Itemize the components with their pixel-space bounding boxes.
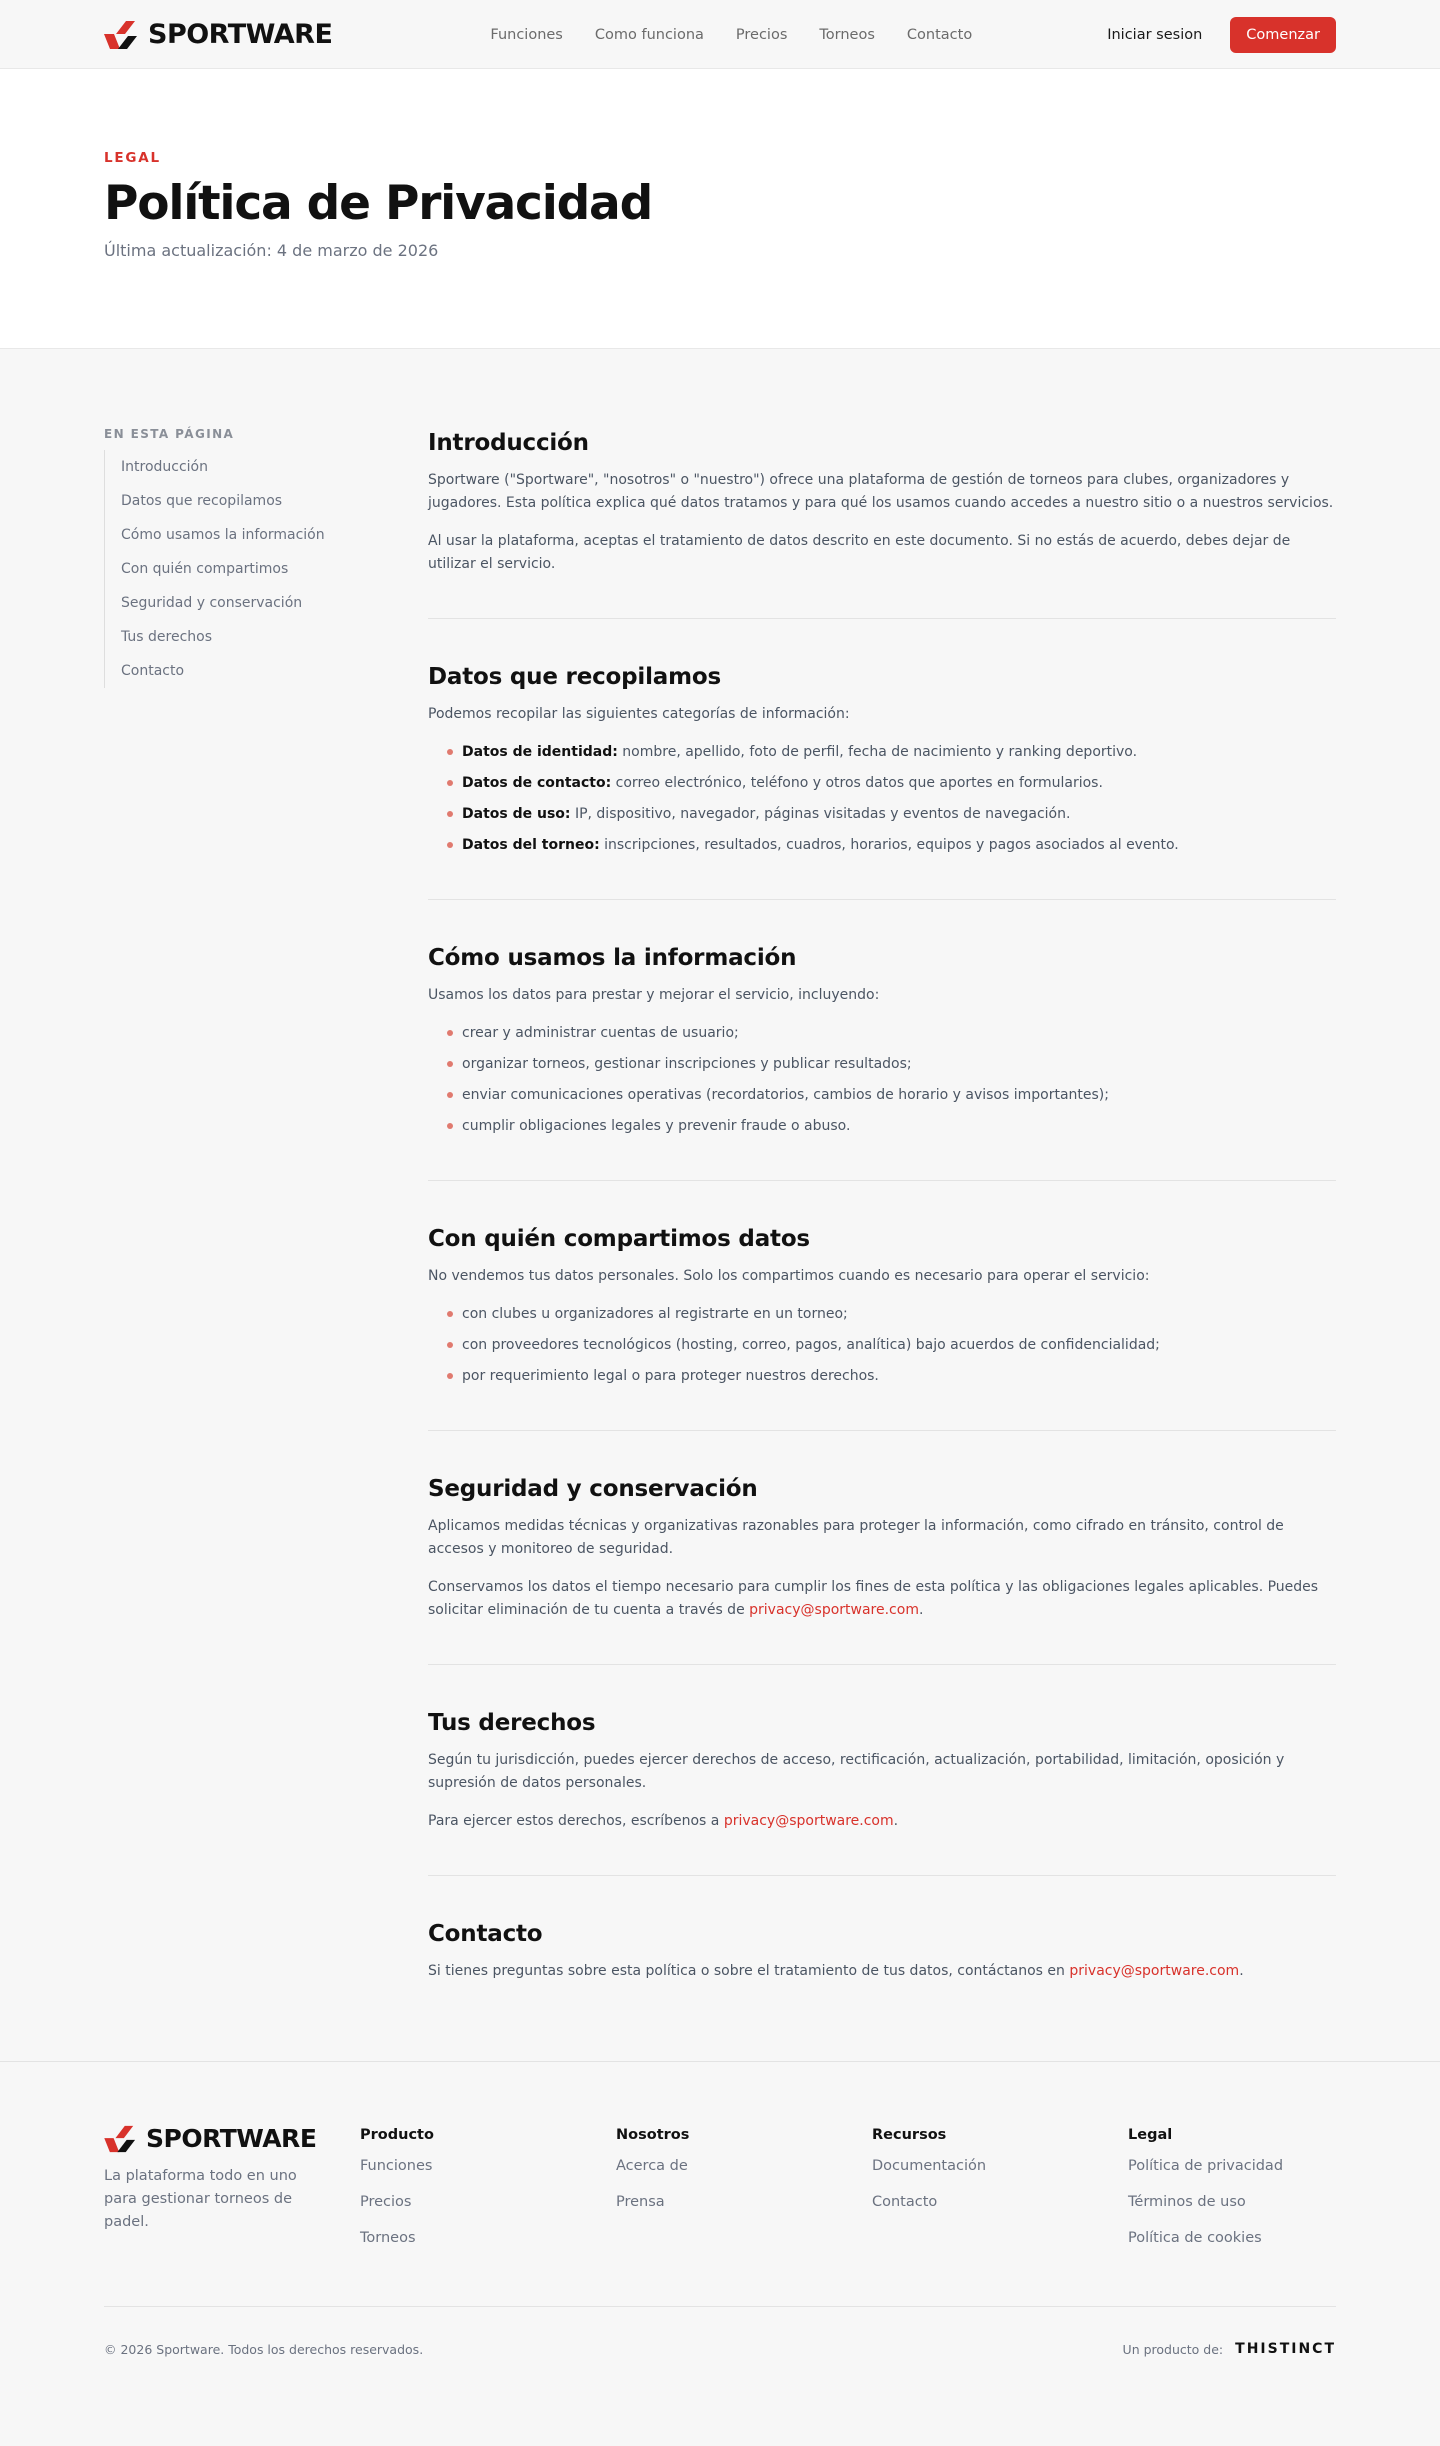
list-item-label: Datos de identidad:	[462, 744, 618, 760]
section-compartir	[428, 1223, 1336, 1431]
main-nav	[490, 27, 972, 43]
footer-column-nosotros	[616, 2124, 872, 2306]
nav-como-funciona[interactable]: Como funciona	[594, 26, 704, 43]
footer-link-privacidad[interactable]: Política de privacidad	[1128, 2158, 1284, 2174]
login-link[interactable]: Iniciar sesion	[1107, 26, 1203, 43]
logo-text: SPORTWARE	[146, 2124, 317, 2153]
get-started-button[interactable]: Comenzar	[1230, 17, 1336, 53]
toc-item-datos[interactable]: Datos que recopilamos	[121, 493, 283, 509]
paragraph-end: .	[1239, 1963, 1244, 1979]
table-of-contents	[104, 427, 428, 1983]
paragraph	[428, 1810, 1336, 1833]
copyright: © 2026 Sportware. Todos los derechos reservados.	[104, 2341, 424, 2357]
list-item	[447, 772, 1336, 795]
section-datos	[428, 661, 1336, 900]
footer-tagline: La plataforma todo en uno para gestionar torneos de padel.	[104, 2168, 297, 2230]
usage-list	[428, 1022, 1336, 1138]
site-header	[0, 0, 1440, 69]
list-item: organizar torneos, gestionar inscripciones y publicar resultados;	[447, 1053, 1336, 1076]
footer-top	[104, 2062, 1336, 2307]
footer-link-prensa[interactable]: Prensa	[616, 2194, 665, 2210]
toc-item-uso[interactable]: Cómo usamos la información	[121, 527, 325, 543]
sharing-list	[428, 1303, 1336, 1388]
footer-column-producto	[360, 2124, 616, 2306]
nav-precios[interactable]: Precios	[735, 26, 788, 43]
product-by-label: Un producto de:	[1122, 2341, 1224, 2357]
list-item: enviar comunicaciones operativas (recordatorios, cambios de horario y avisos importantes);	[447, 1084, 1336, 1107]
toc-item-contacto[interactable]: Contacto	[121, 663, 185, 679]
list-item: crear y administrar cuentas de usuario;	[447, 1022, 1336, 1045]
section-title: Introducción	[428, 430, 589, 456]
data-list	[428, 741, 1336, 857]
footer-column-title: Recursos	[872, 2127, 947, 2143]
footer-column-legal	[1128, 2124, 1336, 2306]
paragraph	[428, 1576, 1336, 1622]
list-item-label: Datos del torneo:	[462, 837, 600, 853]
sportware-logo-icon	[104, 2125, 140, 2153]
toc-item-derechos[interactable]: Tus derechos	[121, 629, 213, 645]
policy-body	[428, 427, 1336, 1983]
footer-link-cookies[interactable]: Política de cookies	[1128, 2230, 1262, 2246]
privacy-email-link[interactable]: privacy@sportware.com	[749, 1602, 919, 1618]
page-hero	[0, 69, 1440, 349]
footer-logo-link[interactable]	[104, 2124, 360, 2153]
section-title: Contacto	[428, 1921, 543, 1947]
toc-list	[104, 450, 428, 688]
footer-link-precios[interactable]: Precios	[360, 2194, 412, 2210]
section-title: Cómo usamos la información	[428, 945, 797, 971]
nav-contacto[interactable]: Contacto	[906, 26, 973, 43]
footer-column-title: Nosotros	[616, 2127, 690, 2143]
paragraph: Según tu jurisdicción, puedes ejercer derechos de acceso, rectificación, actualización, portabilidad, limitación, oposición y supresión de datos personales.	[428, 1752, 1285, 1791]
toc-item-seguridad[interactable]: Seguridad y conservación	[121, 595, 303, 611]
footer-link-funciones[interactable]: Funciones	[360, 2158, 433, 2174]
paragraph: Aplicamos medidas técnicas y organizativas razonables para proteger la información, como cifrado en tránsito, control de accesos y monitoreo de seguridad.	[428, 1518, 1284, 1557]
paragraph: No vendemos tus datos personales. Solo los compartimos cuando es necesario para operar el servicio:	[428, 1268, 1150, 1284]
paragraph: Podemos recopilar las siguientes categorías de información:	[428, 706, 850, 722]
footer-bottom	[104, 2307, 1336, 2391]
section-title: Datos que recopilamos	[428, 664, 721, 690]
footer-link-contacto[interactable]: Contacto	[872, 2194, 938, 2210]
section-title: Con quién compartimos datos	[428, 1226, 810, 1252]
thistinct-logo[interactable]: THISTINCT	[1235, 2341, 1336, 2357]
list-item-label: Datos de contacto:	[462, 775, 612, 791]
footer-link-acerca-de[interactable]: Acerca de	[616, 2158, 688, 2174]
paragraph-end: .	[918, 1602, 924, 1618]
section-title: Tus derechos	[428, 1710, 596, 1736]
section-derechos	[428, 1707, 1336, 1876]
privacy-email-link[interactable]: privacy@sportware.com	[723, 1813, 894, 1829]
product-by	[1123, 2341, 1336, 2357]
list-item	[447, 803, 1336, 826]
section-contacto	[428, 1918, 1336, 1983]
paragraph-text: Si tienes preguntas sobre esta política o sobre el tratamiento de tus datos, contáctanos en	[428, 1963, 1070, 1979]
list-item-text: correo electrónico, teléfono y otros datos que aportes en formularios.	[611, 775, 1103, 791]
section-uso	[428, 942, 1336, 1181]
footer-column-recursos	[872, 2124, 1128, 2306]
page-title: Política de Privacidad	[104, 176, 653, 231]
toc-title: EN ESTA PÁGINA	[104, 427, 235, 441]
footer-link-documentacion[interactable]: Documentación	[872, 2158, 987, 2174]
list-item	[447, 834, 1336, 857]
list-item: cumplir obligaciones legales y prevenir fraude o abuso.	[447, 1115, 1336, 1138]
paragraph-end: .	[893, 1813, 899, 1829]
footer-column-title: Producto	[360, 2127, 434, 2143]
footer-column-title: Legal	[1128, 2127, 1173, 2143]
section-introduccion	[428, 427, 1336, 619]
toc-item-compartir[interactable]: Con quién compartimos	[121, 561, 289, 577]
nav-funciones[interactable]: Funciones	[490, 26, 563, 43]
footer-link-torneos[interactable]: Torneos	[360, 2230, 416, 2246]
list-item: con clubes u organizadores al registrarte en un torneo;	[447, 1303, 1336, 1326]
list-item-text: inscripciones, resultados, cuadros, horarios, equipos y pagos asociados al evento.	[599, 837, 1179, 853]
list-item-text: IP, dispositivo, navegador, páginas visitadas y eventos de navegación.	[570, 806, 1071, 822]
list-item: con proveedores tecnológicos (hosting, correo, pagos, analítica) bajo acuerdos de confidencialidad;	[447, 1334, 1336, 1357]
list-item-text: nombre, apellido, foto de perfil, fecha de nacimiento y ranking deportivo.	[617, 744, 1138, 760]
header-actions	[1107, 17, 1336, 53]
paragraph-text: Para ejercer estos derechos, escríbenos a	[428, 1813, 724, 1829]
toc-item-introduccion[interactable]: Introducción	[121, 459, 208, 475]
logo-link[interactable]	[104, 19, 332, 50]
sportware-logo-icon	[104, 20, 142, 50]
list-item: por requerimiento legal o para proteger nuestros derechos.	[447, 1365, 1336, 1388]
footer-brand	[104, 2124, 360, 2306]
paragraph: Al usar la plataforma, aceptas el tratamiento de datos descrito en este documento. Si no estás de acuerdo, debes dejar de utilizar el servicio.	[428, 533, 1291, 572]
list-item-label: Datos de uso:	[462, 806, 571, 822]
list-item	[447, 741, 1336, 764]
page-eyebrow: LEGAL	[104, 150, 161, 166]
nav-torneos[interactable]: Torneos	[819, 26, 875, 43]
site-footer	[0, 2061, 1440, 2391]
privacy-email-link[interactable]: privacy@sportware.com	[1069, 1963, 1240, 1979]
paragraph: Usamos los datos para prestar y mejorar el servicio, incluyendo:	[428, 987, 880, 1003]
last-updated: Última actualización: 4 de marzo de 2026	[104, 241, 439, 260]
paragraph	[428, 1960, 1336, 1983]
paragraph: Sportware ("Sportware", "nosotros" o "nuestro") ofrece una plataforma de gestión de torneos para clubes, organizadores y jugadores. Esta política explica qué datos tratamos y para qué los usamos cuando accedes a nuestro sitio o a nuestros servicios.	[428, 472, 1334, 511]
section-title: Seguridad y conservación	[428, 1476, 758, 1502]
section-seguridad	[428, 1473, 1336, 1665]
footer-link-terminos[interactable]: Términos de uso	[1128, 2194, 1246, 2210]
page-content	[0, 349, 1440, 2061]
logo-text: SPORTWARE	[148, 19, 333, 50]
paragraph-text: Conservamos los datos el tiempo necesario para cumplir los fines de esta política y las obligaciones legales aplicables. Puedes solicitar eliminación de tu cuenta a través de	[428, 1579, 1319, 1618]
